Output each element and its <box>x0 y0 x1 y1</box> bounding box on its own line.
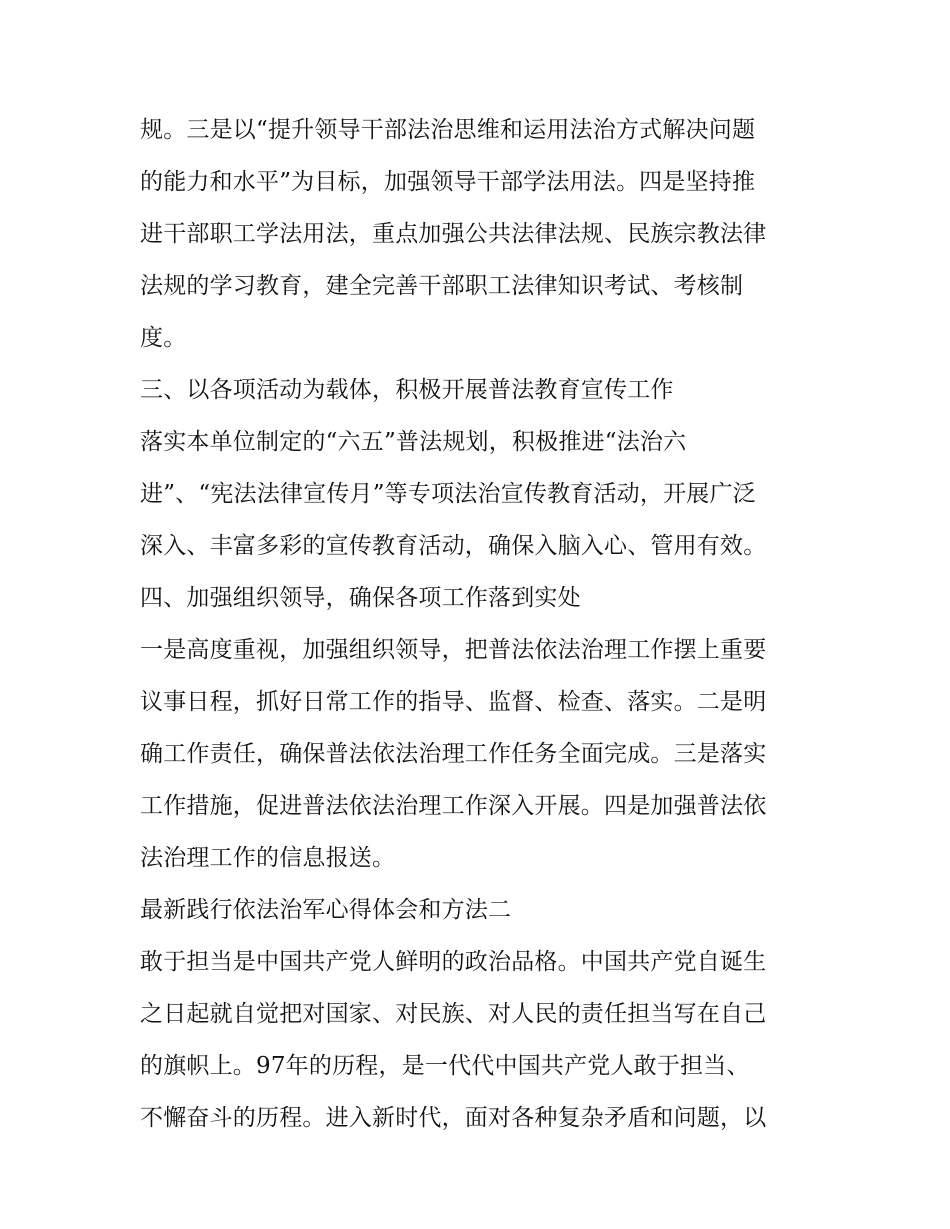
text-line: 不懈奋斗的历程。进入新时代，面对各种复杂矛盾和问题，以 <box>140 1105 767 1131</box>
text-line: 的旗帜上。97年的历程，是一代代中国共产党人敢于担当、 <box>140 1053 750 1079</box>
text-line: 法规的学习教育，建全完善干部职工法律知识考试、考核制 <box>140 273 744 299</box>
text-line: 敢于担当是中国共产党人鲜明的政治品格。中国共产党自诞生 <box>140 949 767 975</box>
text-line: 进”、“宪法法律宣传月”等专项法治宣传教育活动，开展广泛 <box>140 481 756 507</box>
text-line: 的能力和水平”为目标，加强领导干部学法用法。四是坚持推 <box>140 169 756 195</box>
text-line: 议事日程，抓好日常工作的指导、监督、检查、落实。二是明 <box>140 689 767 715</box>
text-line: 确工作责任，确保普法依法治理工作任务全面完成。三是落实 <box>140 741 767 767</box>
section-heading: 三、以各项活动为载体，积极开展普法教育宣传工作 <box>140 377 674 403</box>
text-line: 工作措施，促进普法依法治理工作深入开展。四是加强普法依 <box>140 793 767 819</box>
document-body <box>140 104 830 1144</box>
article-title: 最新践行依法治军心得体会和方法二 <box>140 897 512 923</box>
text-line: 规。三是以“提升领导干部法治思维和运用法治方式解决问题 <box>140 117 756 143</box>
text-line: 一是高度重视，加强组织领导，把普法依法治理工作摆上重要 <box>140 637 767 663</box>
section-heading: 四、加强组织领导，确保各项工作落到实处 <box>140 585 581 611</box>
text-line: 度。 <box>140 325 187 351</box>
text-line: 落实本单位制定的“六五”普法规划，积极推进“法治六 <box>140 429 687 455</box>
text-line: 深入、丰富多彩的宣传教育活动，确保入脑入心、管用有效。 <box>140 533 767 559</box>
text-line: 之日起就自觉把对国家、对民族、对人民的责任担当写在自己 <box>140 1001 767 1027</box>
text-line: 进干部职工学法用法，重点加强公共法律法规、民族宗教法律 <box>140 221 767 247</box>
text-line: 法治理工作的信息报送。 <box>140 845 396 871</box>
